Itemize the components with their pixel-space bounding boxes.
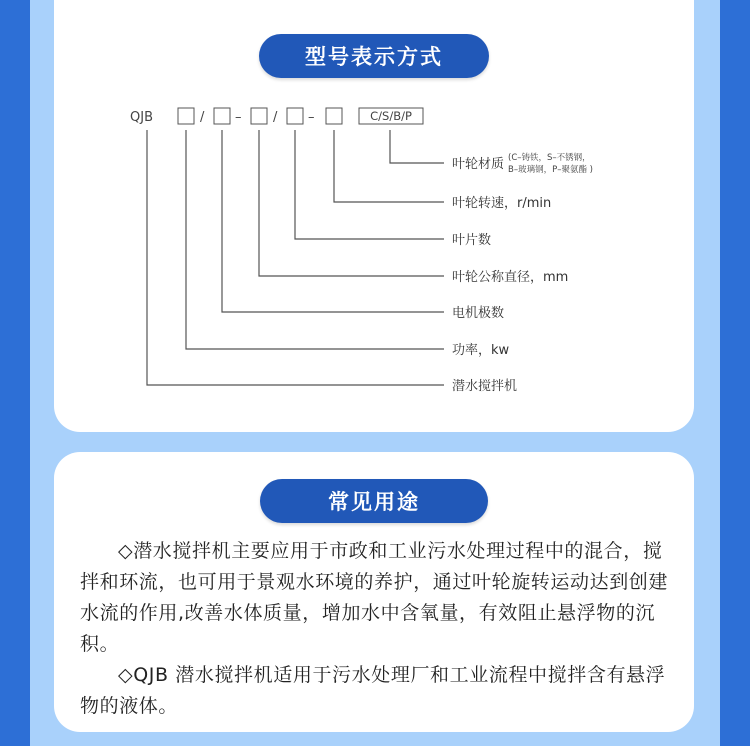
code-box-poles: [214, 108, 230, 124]
label-type: 潜水搅拌机: [452, 379, 518, 394]
label-speed: 叶轮转速，r/min: [452, 196, 552, 211]
label-blades: 叶片数: [452, 233, 492, 248]
code-sep-4: –: [308, 110, 315, 125]
section-title-model: 型号表示方式: [259, 34, 489, 78]
code-box-diameter: [251, 108, 267, 124]
code-material-text: C/S/B/P: [370, 109, 412, 123]
label-poles: 电机极数: [452, 306, 505, 321]
model-designation-card: [54, 0, 694, 432]
code-sep-1: /: [200, 110, 205, 125]
common-uses-card: [54, 452, 694, 732]
model-code-diagram: [54, 0, 694, 432]
uses-paragraph-1: ◇潜水搅拌机主要应用于市政和工业污水处理过程中的混合，搅拌和环流，也可用于景观水环境的养护，通过叶轮旋转运动达到创建水流的作用,改善水体质量，增加水中含氧量，有效阻止悬浮物的沉积。: [80, 540, 669, 655]
label-diameter: 叶轮公称直径，mm: [452, 270, 569, 285]
connector-material: [390, 130, 444, 163]
code-prefix: QJB: [130, 110, 153, 125]
code-sep-2: –: [235, 110, 242, 125]
label-power: 功率，kw: [452, 343, 510, 358]
code-box-power: [178, 108, 194, 124]
code-sep-3: /: [273, 110, 278, 125]
uses-paragraph-2: ◇QJB 潜水搅拌机适用于污水处理厂和工业流程中搅拌含有悬浮物的液体。: [80, 664, 666, 717]
section-title-uses: 常见用途: [260, 479, 488, 523]
connector-lines: [147, 130, 444, 385]
label-material-sub-1: (C–铸铁，S–不锈钢，: [508, 153, 591, 163]
code-box-speed: [326, 108, 342, 124]
label-material-sub-2: B–玻璃钢，P–聚氨酯 ): [508, 165, 593, 175]
label-material: 叶轮材质: [452, 157, 505, 172]
code-box-blades: [287, 108, 303, 124]
